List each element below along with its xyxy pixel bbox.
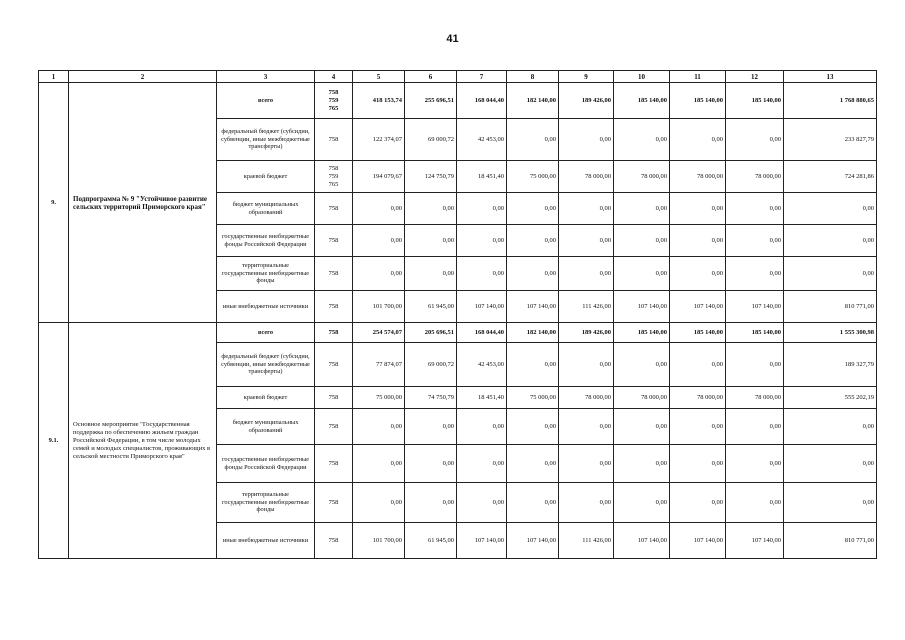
year-value: 78 000,00: [726, 387, 784, 409]
year-value: 185 140,00: [726, 323, 784, 343]
year-value: 78 000,00: [559, 161, 614, 193]
column-number-2: 2: [69, 71, 217, 83]
year-value: 107 140,00: [670, 523, 726, 559]
total-value: 0,00: [784, 257, 877, 291]
total-value: 724 281,86: [784, 161, 877, 193]
year-value: 61 945,00: [405, 291, 457, 323]
year-value: 75 000,00: [507, 161, 559, 193]
year-value: 111 426,00: [559, 291, 614, 323]
year-value: 107 140,00: [457, 523, 507, 559]
year-value: 0,00: [559, 445, 614, 483]
total-value: 1 555 300,98: [784, 323, 877, 343]
year-value: 0,00: [507, 445, 559, 483]
funding-source: государственные внебюджетные фонды Российской Федерации: [217, 445, 315, 483]
total-value: 555 202,19: [784, 387, 877, 409]
table-row: [39, 83, 877, 119]
funding-source: краевой бюджет: [217, 161, 315, 193]
total-value: 810 771,00: [784, 523, 877, 559]
year-value: 107 140,00: [614, 291, 670, 323]
year-value: 0,00: [457, 193, 507, 225]
budget-code: 758: [315, 291, 353, 323]
year-value: 254 574,07: [353, 323, 405, 343]
year-value: 182 140,00: [507, 83, 559, 119]
year-value: 122 374,07: [353, 119, 405, 161]
year-value: 42 453,00: [457, 119, 507, 161]
total-value: 189 327,79: [784, 343, 877, 387]
column-number-8: 8: [507, 71, 559, 83]
year-value: 0,00: [726, 225, 784, 257]
column-number-5: 5: [353, 71, 405, 83]
funding-source: федеральный бюджет (субсидии, субвенции, иные межбюджетные трансферты): [217, 343, 315, 387]
year-value: 107 140,00: [726, 291, 784, 323]
budget-code: 758: [315, 323, 353, 343]
year-value: 185 140,00: [670, 323, 726, 343]
year-value: 0,00: [670, 445, 726, 483]
column-number-7: 7: [457, 71, 507, 83]
year-value: 0,00: [559, 119, 614, 161]
column-number-13: 13: [784, 71, 877, 83]
budget-code: 758: [315, 225, 353, 257]
year-value: 124 750,79: [405, 161, 457, 193]
year-value: 205 696,51: [405, 323, 457, 343]
year-value: 255 696,51: [405, 83, 457, 119]
year-value: 0,00: [559, 343, 614, 387]
year-value: 75 000,00: [507, 387, 559, 409]
year-value: 18 451,40: [457, 387, 507, 409]
year-value: 185 140,00: [726, 83, 784, 119]
year-value: 0,00: [457, 257, 507, 291]
year-value: 69 000,72: [405, 119, 457, 161]
year-value: 0,00: [507, 343, 559, 387]
year-value: 0,00: [726, 409, 784, 445]
year-value: 0,00: [559, 225, 614, 257]
budget-code: 758: [315, 445, 353, 483]
year-value: 0,00: [457, 445, 507, 483]
year-value: 0,00: [559, 257, 614, 291]
year-value: 0,00: [726, 445, 784, 483]
total-value: 1 768 880,65: [784, 83, 877, 119]
year-value: 0,00: [507, 483, 559, 523]
program-title: Основное мероприятие "Государственная поддержка по обеспечению жильем граждан Российской Федерации, в том числе молодых семей и молодых специалистов, проживающих в сельской местности Приморского края": [69, 323, 217, 559]
budget-code: 758: [315, 193, 353, 225]
year-value: 78 000,00: [614, 387, 670, 409]
year-value: 78 000,00: [670, 387, 726, 409]
year-value: 0,00: [353, 409, 405, 445]
year-value: 0,00: [670, 193, 726, 225]
year-value: 0,00: [559, 483, 614, 523]
budget-code: 758: [315, 387, 353, 409]
year-value: 0,00: [670, 119, 726, 161]
budget-code: 758: [315, 409, 353, 445]
funding-source: иные внебюджетные источники: [217, 291, 315, 323]
page-number: 41: [446, 33, 459, 45]
year-value: 0,00: [507, 193, 559, 225]
year-value: 0,00: [353, 445, 405, 483]
year-value: 74 750,79: [405, 387, 457, 409]
year-value: 107 140,00: [507, 291, 559, 323]
column-number-3: 3: [217, 71, 315, 83]
year-value: 0,00: [726, 193, 784, 225]
total-value: 233 827,79: [784, 119, 877, 161]
year-value: 0,00: [614, 225, 670, 257]
funding-source: бюджет муниципальных образований: [217, 409, 315, 445]
year-value: 0,00: [670, 343, 726, 387]
year-value: 0,00: [614, 445, 670, 483]
total-value: 810 771,00: [784, 291, 877, 323]
year-value: 0,00: [614, 343, 670, 387]
budget-code: 758: [315, 523, 353, 559]
year-value: 107 140,00: [457, 291, 507, 323]
funding-source: федеральный бюджет (субсидии, субвенции, иные межбюджетные трансферты): [217, 119, 315, 161]
year-value: 107 140,00: [614, 523, 670, 559]
total-value: 0,00: [784, 445, 877, 483]
year-value: 42 453,00: [457, 343, 507, 387]
year-value: 18 451,40: [457, 161, 507, 193]
funding-source: всего: [217, 323, 315, 343]
column-number-1: 1: [39, 71, 69, 83]
year-value: 75 000,00: [353, 387, 405, 409]
column-number-row: [39, 71, 877, 83]
year-value: 107 140,00: [507, 523, 559, 559]
year-value: 168 044,40: [457, 83, 507, 119]
year-value: 182 140,00: [507, 323, 559, 343]
year-value: 0,00: [353, 225, 405, 257]
year-value: 189 426,00: [559, 83, 614, 119]
year-value: 107 140,00: [670, 291, 726, 323]
year-value: 0,00: [457, 225, 507, 257]
year-value: 194 079,67: [353, 161, 405, 193]
year-value: 0,00: [405, 257, 457, 291]
total-value: 0,00: [784, 409, 877, 445]
year-value: 77 874,07: [353, 343, 405, 387]
table-row: [39, 323, 877, 343]
year-value: 0,00: [726, 257, 784, 291]
year-value: 0,00: [405, 445, 457, 483]
year-value: 61 945,00: [405, 523, 457, 559]
year-value: 101 700,00: [353, 523, 405, 559]
funding-source: иные внебюджетные источники: [217, 523, 315, 559]
total-value: 0,00: [784, 193, 877, 225]
section-index: 9.: [39, 83, 69, 323]
year-value: 185 140,00: [670, 83, 726, 119]
program-title: Подпрограмма № 9 "Устойчивое развитие сельских территорий Приморского края": [69, 83, 217, 323]
year-value: 0,00: [726, 119, 784, 161]
year-value: 0,00: [507, 257, 559, 291]
funding-source: территориальные государственные внебюджетные фонды: [217, 483, 315, 523]
year-value: 0,00: [670, 409, 726, 445]
year-value: 0,00: [405, 483, 457, 523]
funding-source: краевой бюджет: [217, 387, 315, 409]
year-value: 78 000,00: [559, 387, 614, 409]
year-value: 0,00: [614, 193, 670, 225]
year-value: 185 140,00: [614, 323, 670, 343]
year-value: 0,00: [405, 225, 457, 257]
budget-code: 758: [315, 483, 353, 523]
year-value: 0,00: [405, 409, 457, 445]
year-value: 0,00: [507, 225, 559, 257]
year-value: 0,00: [726, 483, 784, 523]
year-value: 78 000,00: [614, 161, 670, 193]
budget-table: [38, 70, 877, 559]
year-value: 0,00: [614, 257, 670, 291]
year-value: 0,00: [507, 119, 559, 161]
year-value: 0,00: [670, 225, 726, 257]
column-number-12: 12: [726, 71, 784, 83]
year-value: 0,00: [405, 193, 457, 225]
funding-source: бюджет муниципальных образований: [217, 193, 315, 225]
year-value: 189 426,00: [559, 323, 614, 343]
year-value: 101 700,00: [353, 291, 405, 323]
year-value: 0,00: [457, 409, 507, 445]
column-number-10: 10: [614, 71, 670, 83]
total-value: 0,00: [784, 483, 877, 523]
funding-source: всего: [217, 83, 315, 119]
year-value: 78 000,00: [670, 161, 726, 193]
year-value: 0,00: [353, 193, 405, 225]
total-value: 0,00: [784, 225, 877, 257]
year-value: 69 000,72: [405, 343, 457, 387]
budget-code: 758: [315, 119, 353, 161]
table-body: [39, 71, 877, 559]
budget-code: 758: [315, 257, 353, 291]
funding-source: территориальные государственные внебюджетные фонды: [217, 257, 315, 291]
year-value: 0,00: [614, 483, 670, 523]
column-number-4: 4: [315, 71, 353, 83]
year-value: 0,00: [726, 343, 784, 387]
year-value: 0,00: [614, 409, 670, 445]
year-value: 0,00: [614, 119, 670, 161]
year-value: 0,00: [353, 483, 405, 523]
column-number-9: 9: [559, 71, 614, 83]
column-number-11: 11: [670, 71, 726, 83]
year-value: 168 044,40: [457, 323, 507, 343]
year-value: 78 000,00: [726, 161, 784, 193]
year-value: 0,00: [457, 483, 507, 523]
column-number-6: 6: [405, 71, 457, 83]
budget-code: 758 759 765: [315, 161, 353, 193]
year-value: 418 153,74: [353, 83, 405, 119]
year-value: 0,00: [353, 257, 405, 291]
year-value: 185 140,00: [614, 83, 670, 119]
year-value: 0,00: [670, 257, 726, 291]
section-index: 9.1.: [39, 323, 69, 559]
year-value: 0,00: [670, 483, 726, 523]
year-value: 0,00: [559, 193, 614, 225]
year-value: 107 140,00: [726, 523, 784, 559]
year-value: 0,00: [507, 409, 559, 445]
year-value: 111 426,00: [559, 523, 614, 559]
funding-source: государственные внебюджетные фонды Российской Федерации: [217, 225, 315, 257]
year-value: 0,00: [559, 409, 614, 445]
budget-code: 758 759 765: [315, 83, 353, 119]
budget-code: 758: [315, 343, 353, 387]
